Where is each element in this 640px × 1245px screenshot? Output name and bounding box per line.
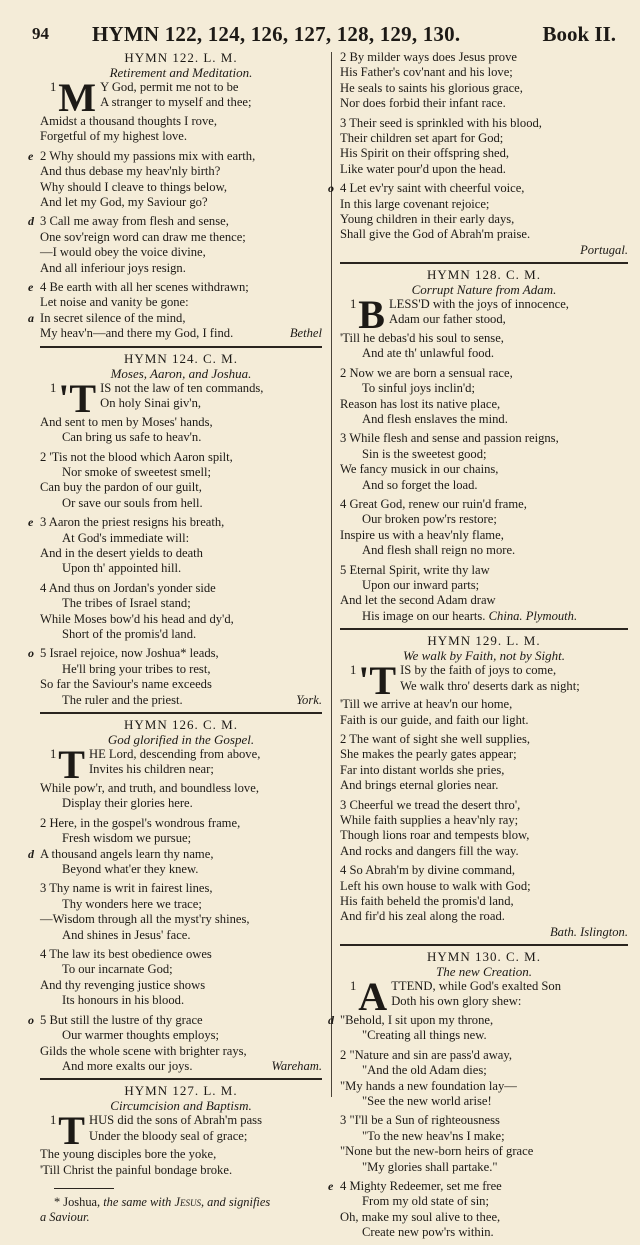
- verse-line: [40, 693, 322, 708]
- stanza-4: [40, 947, 322, 1009]
- stanza-number: 1: [50, 380, 57, 395]
- verse-line: He seals to saints his glorious grace,: [340, 80, 523, 95]
- hymn-subtitle: Circumcision and Baptism.: [110, 1098, 252, 1114]
- verse-line: And let the second Adam draw: [340, 593, 496, 608]
- verse-line: Short of the promis'd land.: [62, 626, 197, 641]
- hymn-subtitle: Retirement and Meditation.: [109, 65, 253, 80]
- verse-line: Upon our inward parts;: [362, 577, 480, 592]
- stanza-1: [340, 297, 628, 362]
- verse-line: 3 Thy name is writ in fairest lines,: [40, 881, 213, 896]
- verse-text: The ruler and the priest.: [62, 692, 183, 707]
- tune-name: Portugal.: [580, 242, 628, 257]
- dynamic-mark: d: [28, 846, 34, 861]
- verse-line: Far into distant worlds she pries,: [340, 762, 505, 777]
- verse-line: LESS'D with the joys of innocence,: [388, 296, 569, 311]
- verse-line: "My hands a new foundation lay—: [340, 1078, 517, 1093]
- stanza-1: [40, 80, 322, 145]
- verse-line: HUS did the sons of Abrah'm pass: [88, 1113, 262, 1128]
- drop-capital: B: [358, 296, 385, 331]
- footnote-text: , and signifies: [200, 1195, 271, 1210]
- stanza-4: [40, 581, 322, 643]
- verse-line: Left his own house to walk with God;: [340, 878, 531, 893]
- verse-line: Shall give the God of Abrah'm praise.: [340, 227, 531, 242]
- drop-capital: M: [58, 80, 97, 114]
- verse-line: Under the bloody seal of grace;: [88, 1128, 248, 1143]
- dynamic-mark: d: [28, 214, 34, 229]
- stanza-5: [340, 563, 628, 625]
- hymn-124: [28, 350, 322, 708]
- stanza-3: [28, 214, 322, 276]
- hymn-separator: [40, 1078, 322, 1080]
- verse-line: And shines in Jesus' face.: [62, 927, 191, 942]
- verse-line: On holy Sinai giv'n,: [100, 396, 202, 411]
- verse-line: And ate th' unlawful food.: [362, 346, 495, 361]
- verse-line: A thousand angels learn thy name,: [40, 846, 214, 861]
- tune-name: Wareham.: [271, 1058, 322, 1073]
- stanza-4: [340, 863, 628, 940]
- stanza-number: 1: [350, 296, 357, 311]
- verse-line: In secret silence of the mind,: [40, 310, 186, 325]
- verse-line: The young disciples bore the yoke,: [40, 1147, 217, 1162]
- dynamic-mark: o: [28, 1012, 34, 1027]
- verse-line: "To the new heav'ns I make;: [362, 1128, 505, 1143]
- dynamic-mark: o: [328, 181, 334, 196]
- verse-line: Let noise and vanity be gone:: [40, 295, 189, 310]
- footnote-rule: [54, 1188, 114, 1189]
- verse-line: 3 While flesh and sense and passion reigns,: [340, 431, 559, 446]
- dynamic-mark: e: [328, 1178, 334, 1193]
- verse-line: 4 Let ev'ry saint with cheerful voice,: [340, 181, 525, 196]
- verse-line: 3 Cheerful we tread the desert thro',: [340, 797, 521, 812]
- footnote-text: * Joshua,: [54, 1195, 104, 1210]
- verse-line: "See the new world arise!: [362, 1093, 492, 1108]
- verse-line: 3 Their seed is sprinkled with his blood,: [340, 115, 542, 130]
- verse-line: 5 Israel rejoice, now Joshua* leads,: [40, 646, 219, 661]
- verse-line: And brings eternal glories near.: [340, 778, 499, 793]
- hymn-127: [40, 1083, 322, 1178]
- verse-line: 2 'Tis not the blood which Aaron spilt,: [40, 449, 233, 464]
- verse-line: While Moses bow'd his head and dy'd,: [40, 611, 234, 626]
- dynamic-mark: e: [28, 280, 34, 295]
- hymn-122: [28, 50, 322, 342]
- book-label: Book II.: [542, 22, 616, 46]
- stanza-4: [340, 497, 628, 559]
- hymn-heading: HYMN 122. L. M.: [124, 50, 238, 65]
- verse-line: Nor does forbid their infant race.: [340, 96, 506, 111]
- verse-line: Oh, make my soul alive to thee,: [340, 1209, 501, 1224]
- verse-text: And more exalts our joys.: [62, 1058, 193, 1073]
- verse-line: 3 Call me away from flesh and sense,: [40, 214, 229, 229]
- dynamic-mark: d: [328, 1012, 334, 1027]
- running-header: [32, 22, 616, 46]
- verse-line: IS by the faith of joys to come,: [400, 663, 557, 678]
- dynamic-mark: e: [28, 148, 34, 163]
- stanza-2: [40, 450, 322, 512]
- verse-line: Invites his children near;: [88, 762, 214, 777]
- hymn-subtitle: We walk by Faith, not by Sight.: [403, 648, 565, 664]
- hymn-heading: HYMN 129. L. M.: [427, 633, 541, 649]
- footnote-text: the same with: [103, 1195, 175, 1210]
- verse-line: "And the old Adam dies;: [362, 1063, 487, 1078]
- hymn-heading: HYMN 130. C. M.: [427, 948, 541, 964]
- verse-line: Forgetful of my highest love.: [40, 129, 188, 144]
- verse-text: His image on our hearts.: [362, 608, 486, 623]
- hymn-heading: HYMN 124. C. M.: [124, 350, 238, 366]
- drop-capital: T: [58, 1113, 85, 1148]
- drop-capital: 'T: [58, 380, 97, 415]
- stanza-3: [340, 1113, 628, 1175]
- verse-line: [340, 609, 628, 624]
- page-title: HYMN 122, 124, 126, 127, 128, 129, 130.: [92, 22, 461, 46]
- verse-line: "My glories shall partake.": [362, 1159, 498, 1174]
- hymn-separator: [340, 262, 628, 264]
- verse-line: 5 But still the lustre of thy grace: [40, 1012, 203, 1027]
- stanza-3: [28, 515, 322, 577]
- verse-line: 3 "I'll be a Sun of righteousness: [340, 1113, 500, 1128]
- verse-line: [40, 1059, 322, 1074]
- stanza-3: [40, 881, 322, 943]
- hymn-127-continued: [328, 50, 628, 258]
- verse-line: —I would obey the voice divine,: [40, 245, 206, 260]
- verse-line: Though lions roar and tempests blow,: [340, 828, 530, 843]
- verse-line: —Wisdom through all the myst'ry shines,: [40, 912, 250, 927]
- hymn-subtitle: Moses, Aaron, and Joshua.: [110, 365, 252, 381]
- stanza-1: [340, 663, 628, 728]
- verse-line: Its honours in his blood.: [62, 993, 185, 1008]
- verse-line: 4 The law its best obedience owes: [40, 947, 212, 962]
- verse-line: 2 Here, in the gospel's wondrous frame,: [40, 815, 241, 830]
- verse-line: Upon th' appointed hill.: [62, 561, 182, 576]
- hymn-130: [328, 948, 628, 1241]
- verse-line: And flesh enslaves the mind.: [362, 411, 508, 426]
- verse-line: And flesh shall reign no more.: [362, 543, 516, 558]
- verse-line: One sov'reign word can draw me thence;: [40, 229, 246, 244]
- hymn-subtitle: The new Creation.: [436, 963, 532, 979]
- verse-line: Their children set apart for God;: [340, 131, 504, 146]
- verse-line: Adam our father stood,: [388, 312, 506, 327]
- verse-line: "Creating all things new.: [362, 1028, 487, 1043]
- hymn-subtitle: Corrupt Nature from Adam.: [411, 281, 557, 297]
- verse-line: 4 Be earth with all her scenes withdrawn;: [40, 280, 249, 295]
- verse-line: The tribes of Israel stand;: [62, 596, 191, 611]
- hymn-separator: [340, 628, 628, 630]
- verse-line: Or save our souls from hell.: [62, 495, 203, 510]
- verse-line: While faith supplies a heav'nly ray;: [340, 813, 519, 828]
- dynamic-mark: o: [28, 646, 34, 661]
- right-column: [328, 50, 628, 1245]
- verse-line: And rocks and dangers fill the way.: [340, 843, 519, 858]
- stanza-2: [28, 815, 322, 878]
- verse-line: His Father's cov'nant and his love;: [340, 65, 513, 80]
- column-divider: [331, 52, 332, 1097]
- verse-line: To sinful joys inclin'd;: [362, 381, 475, 396]
- hymn-129: [340, 633, 628, 940]
- verse-line: Our warmer thoughts employs;: [62, 1028, 220, 1043]
- verse-line: Sin is the sweetest good;: [362, 446, 487, 461]
- verse-line: At God's immediate will:: [62, 530, 190, 545]
- tune-name: York.: [296, 692, 322, 707]
- hymn-subtitle: God glorified in the Gospel.: [107, 732, 255, 747]
- tune-name: Bath. Islington.: [549, 924, 628, 939]
- verse-line: 2 Now we are born a sensual race,: [340, 365, 513, 380]
- stanza-3: [340, 798, 628, 860]
- stanza-2: [340, 732, 628, 794]
- verse-line: "Behold, I sit upon my throne,: [340, 1012, 494, 1027]
- verse-line: [40, 326, 322, 341]
- verse-line: 4 Great God, renew our ruin'd frame,: [340, 496, 527, 511]
- verse-line: 2 The want of sight she well supplies,: [340, 732, 531, 746]
- stanza-1: [40, 1113, 322, 1178]
- verse-line: To our incarnate God;: [62, 962, 173, 977]
- stanza-4: [328, 1178, 628, 1241]
- hymn-heading: HYMN 126. C. M.: [124, 717, 238, 732]
- tune-name: China. Plymouth.: [488, 608, 578, 623]
- verse-line: Reason has lost its native place,: [340, 396, 501, 411]
- stanza-4: [28, 280, 322, 342]
- hymn-heading: HYMN 127. L. M.: [124, 1083, 238, 1099]
- verse-line: TTEND, while God's exalted Son: [391, 978, 561, 993]
- hymn-separator: [340, 944, 628, 946]
- hymn-separator: [40, 346, 322, 348]
- footnote: a Saviour.: [40, 1210, 90, 1225]
- verse-line: Can buy the pardon of our guilt,: [40, 480, 202, 495]
- stanza-3: [340, 431, 628, 493]
- verse-line: Like water pour'd upon the head.: [340, 161, 506, 176]
- verse-line: Young children in their early days,: [340, 212, 515, 227]
- stanza-number: 1: [50, 80, 57, 94]
- stanza-1: [328, 978, 628, 1044]
- dynamic-mark: e: [28, 515, 34, 530]
- verse-line: From my old state of sin;: [362, 1194, 489, 1209]
- verse-line: Create new pow'rs within.: [362, 1225, 494, 1240]
- hymn-128: [340, 267, 628, 624]
- left-column: [28, 50, 322, 1225]
- stanza-2: [28, 148, 322, 211]
- verse-line: And in the desert yields to death: [40, 545, 203, 560]
- verse-line: Our broken pow'rs restore;: [362, 512, 497, 527]
- verse-line: 'Till we arrive at heav'n our home,: [340, 697, 513, 712]
- hymn-heading: HYMN 128. C. M.: [427, 266, 541, 282]
- verse-line: 5 Eternal Spirit, write thy law: [340, 562, 490, 577]
- drop-capital: 'T: [358, 663, 397, 698]
- verse-line: 4 And thus on Jordan's yonder side: [40, 580, 216, 595]
- hymn-separator: [40, 712, 322, 714]
- stanza-number: 1: [50, 1113, 57, 1128]
- verse-line: And sent to men by Moses' hands,: [40, 414, 213, 429]
- verse-line: 4 Mighty Redeemer, set me free: [340, 1178, 502, 1193]
- verse-line: So far the Saviour's name exceeds: [40, 677, 212, 692]
- verse-line: 3 Aaron the priest resigns his breath,: [40, 515, 225, 530]
- verse-line: Fresh wisdom we pursue;: [62, 831, 192, 846]
- stanza-2: [340, 1048, 628, 1110]
- verse-line: And all inferiour joys resign.: [40, 260, 186, 275]
- drop-capital: A: [358, 978, 388, 1013]
- verse-line: Display their glories here.: [62, 796, 193, 811]
- verse-line: 2 By milder ways does Jesus prove: [340, 50, 517, 64]
- stanza-3: [340, 116, 628, 178]
- verse-line: HE Lord, descending from above,: [88, 747, 261, 761]
- verse-line: We walk thro' deserts dark as night;: [400, 678, 580, 693]
- hymn-126: [28, 717, 322, 1074]
- stanza-5: [28, 646, 322, 708]
- verse-line: Inspire us with a heav'nly flame,: [340, 527, 504, 542]
- stanza-1: [40, 381, 322, 446]
- verse-line: She makes the pearly gates appear;: [340, 747, 517, 762]
- verse-line: 'Till he debas'd his soul to sense,: [340, 330, 504, 345]
- footnote: [40, 1195, 322, 1210]
- verse-line: Nor smoke of sweetest smell;: [62, 464, 211, 479]
- drop-capital: T: [58, 747, 85, 781]
- verse-line: Thy wonders here we trace;: [62, 896, 202, 911]
- stanza-2: [340, 366, 628, 428]
- verse-text: My heav'n—and there my God, I find.: [40, 326, 234, 341]
- footnote-text: Jesus: [174, 1195, 201, 1210]
- stanza-number: 1: [350, 978, 357, 993]
- verse-line: 4 So Abrah'm by divine command,: [340, 863, 516, 878]
- verse-line: Faith is our guide, and faith our light.: [340, 712, 529, 727]
- stanza-number: 1: [50, 747, 57, 761]
- verse-line: Can bring us safe to heav'n.: [62, 430, 202, 445]
- verse-line: And thus debase my heav'nly birth?: [40, 164, 221, 179]
- verse-line: And thy revenging justice shows: [40, 977, 206, 992]
- verse-line: Y God, permit me not to be: [100, 80, 239, 94]
- tune-name: Bethel: [289, 326, 322, 341]
- stanza-number: 1: [350, 663, 357, 678]
- verse-line: And so forget the load.: [362, 477, 478, 492]
- verse-line: Gilds the whole scene with brighter rays,: [40, 1043, 247, 1058]
- verse-line: Why should I cleave to things below,: [40, 179, 227, 194]
- verse-line: And let my God, my Saviour go?: [40, 195, 208, 210]
- dynamic-mark: a: [28, 310, 34, 325]
- stanza-5: [28, 1012, 322, 1075]
- verse-line: "None but the new-born heirs of grace: [340, 1144, 534, 1159]
- verse-line: 2 Why should my passions mix with earth,: [40, 148, 256, 163]
- verse-line: Amidst a thousand thoughts I rove,: [40, 114, 217, 128]
- verse-line: While pow'r, and truth, and boundless love,: [40, 781, 259, 795]
- verse-line: We fancy musick in our chains,: [340, 462, 499, 477]
- verse-line: In this large covenant rejoice;: [340, 196, 490, 211]
- stanza-2: [340, 50, 628, 112]
- verse-line: His Spirit on their offspring shed,: [340, 146, 510, 161]
- verse-line: He'll bring your tribes to rest,: [62, 661, 211, 676]
- stanza-1: [40, 747, 322, 812]
- verse-line: IS not the law of ten commands,: [100, 380, 264, 395]
- stanza-4: [328, 181, 628, 258]
- page-number: 94: [32, 24, 49, 43]
- verse-line: Doth his own glory shew:: [391, 994, 522, 1009]
- verse-line: A stranger to myself and thee;: [100, 95, 252, 110]
- verse-line: 2 "Nature and sin are pass'd away,: [340, 1047, 513, 1062]
- verse-line: 'Till Christ the painful bondage broke.: [40, 1162, 233, 1177]
- verse-line: And fir'd his zeal along the road.: [340, 909, 505, 924]
- verse-line: Beyond what'er they knew.: [62, 862, 199, 877]
- verse-line: His faith beheld the promis'd land,: [340, 894, 514, 909]
